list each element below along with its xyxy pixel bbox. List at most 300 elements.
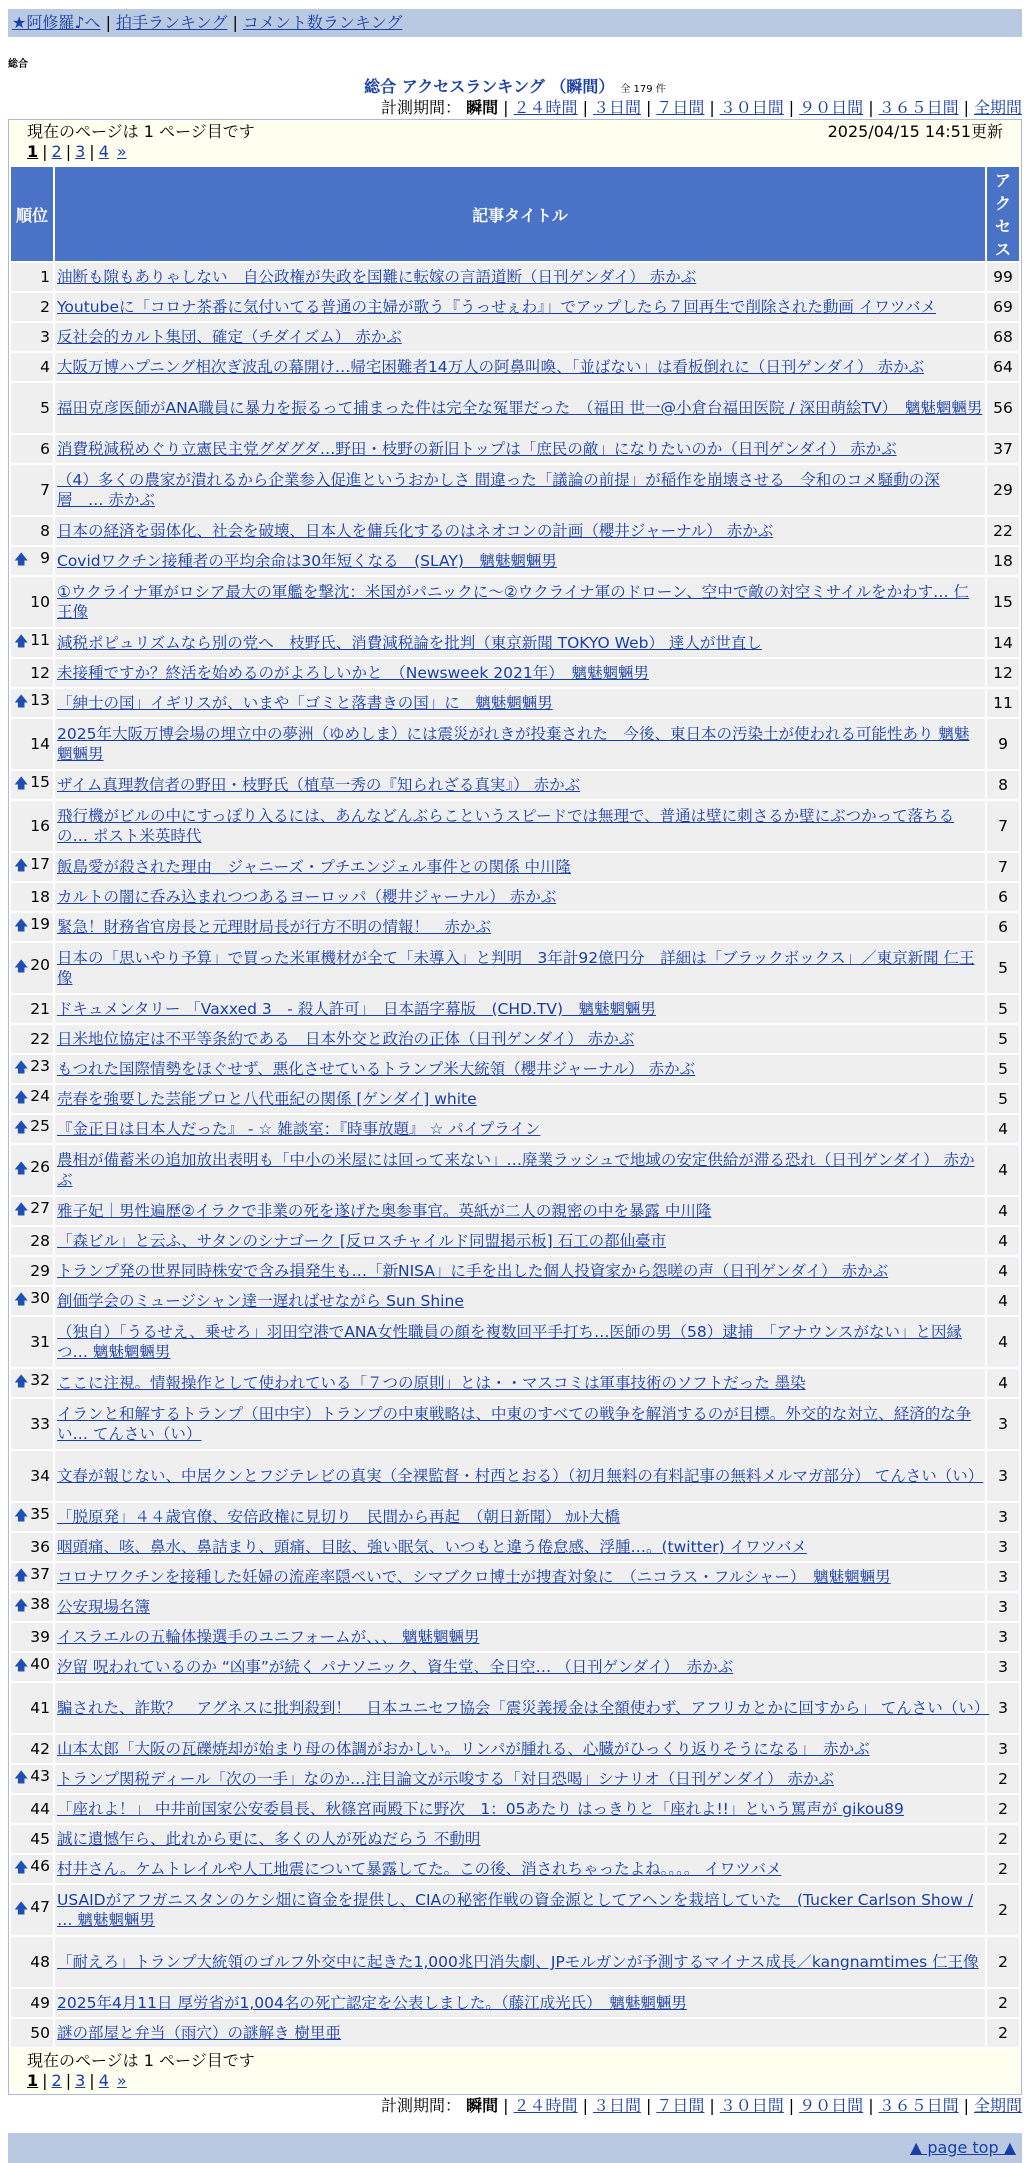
updated-time: 2025/04/15 14:51更新 — [827, 122, 1003, 141]
table-row — [11, 293, 1019, 321]
page-title — [0, 74, 1030, 97]
rank-number: 41 — [30, 1699, 50, 1717]
rank-cell — [11, 1369, 53, 1397]
access-count: 3 — [987, 1503, 1019, 1531]
table-row — [11, 435, 1019, 463]
table-row — [11, 465, 1019, 515]
table-row — [11, 1145, 1019, 1195]
rank-cell — [11, 943, 53, 993]
access-count: 64 — [987, 353, 1019, 381]
pager-page-3[interactable]: 3 — [75, 142, 86, 161]
title-cell — [55, 689, 985, 717]
pager-page-3-bottom[interactable]: 3 — [75, 2071, 86, 2090]
rank-number: 12 — [30, 664, 50, 682]
page-title-text: 総合 アクセスランキング （瞬間） — [364, 77, 615, 96]
article-link[interactable]: 「紳士の国」イギリスが、いまや「ゴミと落書きの国」に 魑魅魍魎男 — [57, 694, 553, 712]
title-cell — [55, 1855, 985, 1883]
article-link[interactable]: 福田克彦医師がANA職員に暴力を振るって捕まった件は完全な冤罪だった （福田 世一@小倉台福田医院 / 深田萌絵TV） 魑魅魍魎男 — [57, 399, 983, 417]
rank-number: 28 — [30, 1232, 50, 1250]
rank-cell — [11, 719, 53, 769]
table-row — [11, 2019, 1019, 2047]
rank-number: 46 — [30, 1857, 50, 1875]
article-link[interactable]: もつれた国際情勢をほぐせず、悪化させているトランプ米大統領（櫻井ジャーナル） 赤かぶ — [57, 1060, 696, 1078]
title-cell — [55, 465, 985, 515]
rank-number: 2 — [40, 298, 50, 316]
table-row — [11, 1989, 1019, 2017]
title-cell — [55, 1227, 985, 1255]
table-row — [11, 517, 1019, 545]
pager-next[interactable]: » — [116, 142, 127, 161]
title-cell — [55, 1503, 985, 1531]
access-count: 2 — [987, 1795, 1019, 1823]
rank-number: 17 — [30, 855, 50, 873]
table-row — [11, 883, 1019, 911]
rank-cell — [11, 517, 53, 545]
article-link[interactable]: ①ウクライナ軍がロシア最大の軍艦を撃沈：米国がパニックに～②ウクライナ軍のドローン、空中で敵の対空ミサイルをかわす… 仁王像 — [57, 583, 970, 621]
access-count: 2 — [987, 1855, 1019, 1883]
access-count: 99 — [987, 263, 1019, 291]
rank-number: 10 — [30, 593, 50, 611]
page-info — [9, 120, 1021, 142]
rank-number: 15 — [30, 773, 50, 791]
title-cell — [55, 435, 985, 463]
article-link[interactable]: 大阪万博ハプニング相次ぎ波乱の幕開け…帰宅困難者14万人の阿鼻叫喚、「並ばない」は看板倒れに（日刊ゲンダイ） 赤かぶ — [57, 358, 925, 376]
article-link[interactable]: 誠に遺憾乍ら、此れから更に、多くの人が死ぬだらう 不動明 — [57, 1830, 481, 1848]
pager-page-2[interactable]: 2 — [51, 142, 62, 161]
top-nav: ★阿修羅♪へ | 拍手ランキング | コメント数ランキング — [8, 9, 1022, 37]
period-7d-bottom[interactable]: ７日間 — [656, 2096, 705, 2115]
rank-number: 29 — [30, 1262, 50, 1280]
article-link[interactable]: 「脱原発」４４歳官僚、安倍政権に見切り 民間から再起 （朝日新聞） ｶﾙﾄ大橋 — [57, 1508, 620, 1526]
access-count: 9 — [987, 719, 1019, 769]
table-row — [11, 853, 1019, 881]
rank-number: 19 — [30, 915, 50, 933]
article-link[interactable]: 2025年4月11日 厚労省が1,004名の死亡認定を公表しました。（藤江成光氏） 魑魅魍魎男 — [57, 1994, 687, 2012]
rank-cell — [11, 263, 53, 291]
title-cell — [55, 629, 985, 657]
title-cell — [55, 1025, 985, 1053]
title-cell — [55, 1451, 985, 1501]
up-arrow-icon: 🡅 — [14, 1598, 29, 1614]
rank-cell — [11, 1855, 53, 1883]
period-3d-bottom[interactable]: ３日間 — [592, 2096, 641, 2115]
access-count: 2 — [987, 1885, 1019, 1935]
access-count: 7 — [987, 801, 1019, 851]
up-arrow-icon: 🡅 — [14, 776, 29, 792]
access-count: 56 — [987, 383, 1019, 433]
access-count: 2 — [987, 2019, 1019, 2047]
up-arrow-icon: 🡅 — [14, 1508, 29, 1524]
up-arrow-icon: 🡅 — [14, 1120, 29, 1136]
table-row — [11, 1399, 1019, 1449]
access-count: 15 — [987, 577, 1019, 627]
page-info-text: 現在のページは 1 ページ目です — [27, 122, 255, 141]
clap-ranking-link[interactable]: 拍手ランキング — [115, 13, 228, 32]
article-link[interactable]: 村井さん。ケムトレイルや人工地震について暴露してた。この後、消されちゃったよね。。。。 イワツバメ — [57, 1860, 782, 1878]
rank-cell — [11, 1197, 53, 1225]
table-row — [11, 1683, 1019, 1733]
title-cell — [55, 771, 985, 799]
article-link[interactable]: 「耐えろ」トランプ大統領のゴルフ外交中に起きた1,000兆円消失劇、JPモルガンが予測するマイナス成長／kangnamtimes 仁王像 — [57, 1953, 979, 1971]
rank-cell — [11, 323, 53, 351]
rank-number: 9 — [40, 549, 50, 567]
access-count: 68 — [987, 323, 1019, 351]
table-row — [11, 1825, 1019, 1853]
title-cell — [55, 943, 985, 993]
up-arrow-icon: 🡅 — [14, 1202, 29, 1218]
title-cell — [55, 1145, 985, 1195]
article-link[interactable]: 「座れよ！」 中井前国家公安委員長、秋篠宮両殿下に野次 1：05あたり はっきりと「座れよ!!」という罵声が gikou89 — [57, 1800, 904, 1818]
ranking-panel — [8, 119, 1022, 2095]
rank-cell — [11, 1885, 53, 1935]
pager-page-2-bottom[interactable]: 2 — [51, 2071, 62, 2090]
rank-number: 13 — [30, 691, 50, 709]
table-row — [11, 943, 1019, 993]
rank-cell — [11, 293, 53, 321]
article-link[interactable]: 飯島愛が殺された理由＿ジャニーズ・プチエンジェル事件との関係 中川隆 — [57, 858, 572, 876]
article-link[interactable]: （独自）「うるせえ、乗せろ」羽田空港でANA女性職員の顔を複数回平手打ち…医師の男（58）逮捕 「アナウンスがない」と因縁つ… 魑魅魍魎男 — [57, 1323, 963, 1361]
table-row — [11, 1369, 1019, 1397]
article-link[interactable]: 汐留 呪われているのか “凶事”が続く パナソニック、資生堂、全日空… （日刊ゲンダイ） 赤かぶ — [57, 1658, 734, 1676]
title-cell — [55, 995, 985, 1023]
rank-number: 42 — [30, 1740, 50, 1758]
title-cell — [55, 547, 985, 575]
table-row — [11, 1855, 1019, 1883]
article-link[interactable]: カルトの闇に呑み込まれつつあるヨーロッパ（櫻井ジャーナル） 赤かぶ — [57, 888, 557, 906]
title-cell — [55, 1287, 985, 1315]
rank-cell — [11, 1825, 53, 1853]
access-count: 3 — [987, 1533, 1019, 1561]
title-cell — [55, 1317, 985, 1367]
article-link[interactable]: Covidワクチン接種者の平均余命は30年短くなる (SLAY) 魑魅魍魎男 — [57, 552, 557, 570]
title-cell — [55, 353, 985, 381]
article-link[interactable]: 日本の「思いやり予算」で買った米軍機材が全て「未導入」と判明 3年計92億円分 詳細は「ブラックボックス」／東京新聞 仁王像 — [57, 949, 975, 987]
rank-number: 20 — [30, 956, 50, 974]
rank-cell — [11, 1085, 53, 1113]
access-count: 14 — [987, 629, 1019, 657]
rank-cell — [11, 1683, 53, 1733]
table-row — [11, 577, 1019, 627]
rank-number: 11 — [30, 631, 50, 649]
table-row — [11, 1227, 1019, 1255]
up-arrow-icon: 🡅 — [14, 1060, 29, 1076]
table-row — [11, 1317, 1019, 1367]
table-row — [11, 995, 1019, 1023]
access-count: 11 — [987, 689, 1019, 717]
title-cell — [55, 1369, 985, 1397]
page-info-bottom — [9, 2049, 1021, 2071]
up-arrow-icon: 🡅 — [14, 1161, 29, 1177]
article-link[interactable]: 文春が報じない、中居クンとフジテレビの真実（全裸監督・村西とおる）（初月無料の有料記事の無料メルマガ部分） てんさい（い） — [57, 1467, 984, 1485]
table-row — [11, 1055, 1019, 1083]
article-link[interactable]: 反社会的カルト集団、確定（チダイズム） 赤かぶ — [57, 328, 402, 346]
comment-ranking-link[interactable]: コメント数ランキング — [242, 13, 403, 32]
table-row — [11, 1937, 1019, 1987]
table-row — [11, 547, 1019, 575]
title-cell — [55, 1683, 990, 1733]
rank-cell — [11, 1623, 53, 1651]
title-cell — [55, 1653, 985, 1681]
page-info-text-bottom: 現在のページは 1 ページ目です — [27, 2051, 255, 2070]
access-count: 4 — [987, 1227, 1019, 1255]
rank-cell — [11, 771, 53, 799]
article-link[interactable]: USAIDがアフガニスタンのケシ畑に資金を提供し、CIAの秘密作戦の資金源としてアヘンを栽培していた (Tucker Carlson Show / … 魑魅魍魎男 — [57, 1891, 974, 1929]
rank-cell — [11, 1989, 53, 2017]
rank-cell — [11, 801, 53, 851]
access-count: 18 — [987, 547, 1019, 575]
access-count: 5 — [987, 1025, 1019, 1053]
title-cell — [55, 1623, 985, 1651]
period-365d[interactable]: ３６５日間 — [878, 98, 959, 117]
table-row — [11, 1451, 1019, 1501]
rank-cell — [11, 577, 53, 627]
access-count: 12 — [987, 659, 1019, 687]
access-count: 3 — [987, 1683, 1019, 1733]
rank-cell — [11, 1055, 53, 1083]
rank-cell — [11, 353, 53, 381]
period-current: 瞬間 — [466, 98, 499, 117]
article-link[interactable]: 山本太郎「大阪の瓦礫焼却が始まり母の体調がおかしい。リンパが腫れる、心臓がひっくり返りそうになる」 赤かぶ — [57, 1740, 870, 1758]
ranking-rows — [11, 263, 1019, 2047]
access-count: 2 — [987, 1989, 1019, 2017]
article-link[interactable]: 雅子妃｜男性遍歴②イラクで非業の死を遂げた奥参事官。英紙が二人の親密の中を暴露 中川隆 — [57, 1202, 712, 1220]
title-cell — [55, 1825, 985, 1853]
period-7d[interactable]: ７日間 — [656, 98, 705, 117]
title-cell — [55, 883, 985, 911]
pager-bottom: 1 | 2 | 3 | 4 » — [27, 2071, 127, 2090]
rank-number: 33 — [30, 1415, 50, 1433]
rank-cell — [11, 1025, 53, 1053]
title-cell — [55, 293, 985, 321]
access-count: 7 — [987, 853, 1019, 881]
pager-next-bottom[interactable]: » — [116, 2071, 127, 2090]
rank-cell — [11, 1533, 53, 1561]
article-link[interactable]: 日米地位協定は不平等条約である 日本外交と政治の正体（日刊ゲンダイ） 赤かぶ — [57, 1030, 635, 1048]
up-arrow-icon: 🡅 — [14, 694, 29, 710]
rank-number: 23 — [30, 1057, 50, 1075]
table-row — [11, 353, 1019, 381]
access-count: 69 — [987, 293, 1019, 321]
title-cell — [55, 801, 985, 851]
rank-cell — [11, 1593, 53, 1621]
table-row — [11, 323, 1019, 351]
title-cell — [55, 1795, 985, 1823]
rank-number: 26 — [30, 1158, 50, 1176]
title-cell — [55, 913, 985, 941]
title-cell — [55, 577, 985, 627]
article-link[interactable]: Youtubeに「コロナ茶番に気付いてる普通の主婦が歌う『うっせぇわ』」でアップしたら７回再生で削除された動画 イワツバメ — [57, 298, 936, 316]
article-link[interactable]: 飛行機がビルの中にすっぽり入るには、あんなどんぶらこというスピードでは無理で、普通は壁に刺さるか壁にぶつかって落ちるの… ポスト米英時代 — [57, 807, 955, 845]
article-link[interactable]: トランプ発の世界同時株安で含み損発生も…「新NISA」に手を出した個人投資家から怨嗟の声（日刊ゲンダイ） 赤かぶ — [57, 1262, 889, 1280]
rank-cell — [11, 659, 53, 687]
article-link[interactable]: トランプ関税ディール「次の一手」なのか…注目論文が示唆する「対日恐喝」シナリオ（日刊ゲンダイ） 赤かぶ — [57, 1770, 834, 1788]
rank-cell — [11, 1317, 53, 1367]
title-cell — [55, 1885, 985, 1935]
title-cell — [55, 1055, 985, 1083]
up-arrow-icon: 🡅 — [14, 1658, 29, 1674]
table-row — [11, 689, 1019, 717]
rank-number: 43 — [30, 1767, 50, 1785]
pager-page-4-bottom[interactable]: 4 — [98, 2071, 109, 2090]
period-selector-bottom: 計測期間： 瞬間 | ２４時間 | ３日間 | ７日間 | ３０日間 | ９０日間 | ３６５日間 | 全期間 — [381, 2096, 1022, 2115]
rank-cell — [11, 853, 53, 881]
period-3d[interactable]: ３日間 — [592, 98, 641, 117]
table-row — [11, 771, 1019, 799]
section-label: 総合 — [8, 59, 28, 70]
header-rank: 順位 — [11, 167, 53, 261]
access-count: 5 — [987, 1055, 1019, 1083]
rank-number: 8 — [40, 522, 50, 540]
article-link[interactable]: イランと和解するトランプ（田中宇）トランプの中東戦略は、中東のすべての戦争を解消するのが目標。外交的な対立、経済的な争い… てんさい（い） — [57, 1405, 972, 1443]
rank-number: 18 — [30, 888, 50, 906]
table-row — [11, 1025, 1019, 1053]
title-cell — [55, 719, 985, 769]
article-link[interactable]: 『金正日は日本人だった』 - ☆ 雑談室：『時事放題』 ☆ パイプライン — [57, 1120, 541, 1138]
article-link[interactable]: 農相が備蓄米の追加放出表明も「中小の米屋には回って来ない」…廃業ラッシュで地域の安定供給が滞る恐れ（日刊ゲンダイ） 赤かぶ — [57, 1151, 975, 1189]
article-link[interactable]: 油断も隙もありゃしない 自公政権が失政を国難に転嫁の言語道断（日刊ゲンダイ） 赤かぶ — [57, 268, 697, 286]
article-link[interactable]: 売春を強要した芸能プロと八代亜紀の関係 [ゲンダイ] white — [57, 1090, 477, 1108]
pager-current-bottom: 1 — [27, 2071, 39, 2090]
access-count: 37 — [987, 435, 1019, 463]
access-count: 3 — [987, 1563, 1019, 1591]
article-link[interactable]: 消費税減税めぐり立憲民主党グダグダ…野田・枝野の新旧トップは「庶民の敵」になりたいのか（日刊ゲンダイ） 赤かぶ — [57, 440, 897, 458]
article-link[interactable]: 緊急！財務省官房長と元理財局長が行方不明の情報！ 赤かぶ — [57, 918, 492, 936]
title-cell — [55, 1085, 985, 1113]
title-cell — [55, 659, 985, 687]
total-count: 全 179 件 — [620, 84, 666, 95]
access-count: 6 — [987, 883, 1019, 911]
table-row — [11, 913, 1019, 941]
table-row — [11, 1735, 1019, 1763]
period-label: 計測期間： — [381, 98, 462, 117]
rank-number: 6 — [40, 440, 50, 458]
article-link[interactable]: 「森ビル」と云ふ、サタンのシナゴーク [反ロスチャイルド同盟掲示板] 石工の都仙臺市 — [57, 1232, 667, 1250]
article-link[interactable]: 謎の部屋と弁当（雨穴）の謎解き 樹里亜 — [57, 2024, 341, 2042]
table-row — [11, 629, 1019, 657]
rank-number: 48 — [30, 1953, 50, 1971]
rank-number: 16 — [30, 817, 50, 835]
article-link[interactable]: 創価学会のミュージシャン達一遅ればせながら Sun Shine — [57, 1292, 464, 1310]
access-count: 4 — [987, 1115, 1019, 1143]
rank-cell — [11, 1257, 53, 1285]
period-all[interactable]: 全期間 — [973, 98, 1022, 117]
article-link[interactable]: 2025年大阪万博会場の埋立中の夢洲（ゆめしま）には震災がれきが投棄された 今後、東日本の汚染土が使われる可能性あり 魑魅魍魎男 — [57, 725, 970, 763]
article-link[interactable]: 公安現場名簿 — [57, 1598, 151, 1616]
access-count: 3 — [987, 1653, 1019, 1681]
pager-current: 1 — [27, 142, 39, 161]
period-30d-bottom[interactable]: ３０日間 — [719, 2096, 784, 2115]
rank-number: 47 — [30, 1898, 50, 1916]
article-link[interactable]: 咽頭痛、咳、鼻水、鼻詰まり、頭痛、目眩、強い眠気、いつもと違う倦怠感、浮腫…。(twitter) イワツバメ — [57, 1538, 807, 1556]
access-count: 22 — [987, 517, 1019, 545]
rank-cell — [11, 383, 53, 433]
rank-cell — [11, 629, 53, 657]
access-count: 3 — [987, 1399, 1019, 1449]
up-arrow-icon: 🡅 — [14, 1901, 29, 1917]
rank-number: 37 — [30, 1565, 50, 1583]
access-count: 4 — [987, 1197, 1019, 1225]
rank-cell — [11, 1287, 53, 1315]
article-link[interactable]: 騙された、詐欺？ アグネスに批判殺到！ 日本ユニセフ協会「震災義援金は全額使わず、アフリカとかに回すから」 てんさい（い） — [57, 1699, 990, 1717]
access-count: 8 — [987, 771, 1019, 799]
table-row — [11, 801, 1019, 851]
up-arrow-icon: 🡅 — [14, 1568, 29, 1584]
page-top-bar — [8, 2133, 1022, 2163]
rank-number: 22 — [30, 1030, 50, 1048]
period-24h[interactable]: ２４時間 — [513, 98, 578, 117]
up-arrow-icon: 🡅 — [14, 918, 29, 934]
period-24h-bottom[interactable]: ２４時間 — [513, 2096, 578, 2115]
rank-cell — [11, 435, 53, 463]
page-top-link[interactable]: ▲ page top ▲ — [909, 2138, 1016, 2157]
header-access: アクセス — [987, 167, 1019, 261]
period-365d-bottom[interactable]: ３６５日間 — [878, 2096, 959, 2115]
pager-top: 1 | 2 | 3 | 4 » — [27, 142, 127, 161]
up-arrow-icon: 🡅 — [14, 1090, 29, 1106]
rank-cell — [11, 1765, 53, 1793]
article-link[interactable]: （4）多くの農家が潰れるから企業参入促進というおかしさ 間違った「議論の前提」が稲作を崩壊させる 令和のコメ騒動の深層 … 赤かぶ — [57, 471, 940, 509]
article-link[interactable]: 減税ポピュリズムなら別の党へ 枝野氏、消費減税論を批判（東京新聞 TOKYO Web） 達人が世直し — [57, 634, 762, 652]
pager-page-4[interactable]: 4 — [98, 142, 109, 161]
rank-cell — [11, 689, 53, 717]
article-link[interactable]: 未接種ですか？終活を始めるのがよろしいかと （Newsweek 2021年） 魑魅魍魎男 — [57, 664, 649, 682]
rank-cell — [11, 1145, 53, 1195]
article-link[interactable]: コロナワクチンを接種した妊婦の流産率隠ぺいで、シマブクロ博士が捜査対象に （ニコラス・フルシャー） 魑魅魍魎男 — [57, 1568, 891, 1586]
access-count: 4 — [987, 1145, 1019, 1195]
table-row — [11, 1197, 1019, 1225]
rank-number: 35 — [30, 1505, 50, 1523]
rank-number: 3 — [40, 328, 50, 346]
rank-number: 36 — [30, 1538, 50, 1556]
article-link[interactable]: ここに注視。情報操作として使われている「７つの原則」とは・・マスコミは軍事技術のソフトだった 墨染 — [57, 1374, 806, 1392]
home-link[interactable]: ★阿修羅♪へ — [12, 13, 101, 32]
period-90d-bottom[interactable]: ９０日間 — [799, 2096, 864, 2115]
title-cell — [55, 323, 985, 351]
article-link[interactable]: ザイム真理教信者の野田・枝野氏（植草一秀の『知られざる真実』） 赤かぶ — [57, 776, 581, 794]
period-all-bottom[interactable]: 全期間 — [973, 2096, 1022, 2115]
access-count: 4 — [987, 1369, 1019, 1397]
title-cell — [55, 1593, 985, 1621]
header-title: 記事タイトル — [55, 167, 985, 261]
title-cell — [55, 1115, 985, 1143]
rank-cell — [11, 1937, 53, 1987]
title-cell — [55, 1197, 985, 1225]
period-selector-top: 計測期間： 瞬間 | ２４時間 | ３日間 | ７日間 | ３０日間 | ９０日間 | ３６５日間 | 全期間 — [381, 98, 1022, 117]
up-arrow-icon: 🡅 — [14, 1770, 29, 1786]
article-link[interactable]: 日本の経済を弱体化、社会を破壊、日本人を傭兵化するのはネオコンの計画（櫻井ジャーナル） 赤かぶ — [57, 522, 774, 540]
rank-cell — [11, 1227, 53, 1255]
title-cell — [55, 1765, 985, 1793]
title-cell — [55, 1563, 985, 1591]
period-30d[interactable]: ３０日間 — [719, 98, 784, 117]
rank-number: 50 — [30, 2024, 50, 2042]
up-arrow-icon: 🡅 — [14, 1374, 29, 1390]
rank-cell — [11, 1735, 53, 1763]
table-row — [11, 1795, 1019, 1823]
access-count: 3 — [987, 1623, 1019, 1651]
table-row — [11, 1085, 1019, 1113]
rank-number: 34 — [30, 1467, 50, 1485]
rank-cell — [11, 995, 53, 1023]
rank-number: 25 — [30, 1117, 50, 1135]
article-link[interactable]: イスラエルの五輪体操選手のユニフォームが、、、 魑魅魍魎男 — [57, 1628, 480, 1646]
period-90d[interactable]: ９０日間 — [799, 98, 864, 117]
period-label-bottom: 計測期間： — [381, 2096, 462, 2115]
access-count: 2 — [987, 1937, 1019, 1987]
table-row — [11, 1503, 1019, 1531]
article-link[interactable]: ドキュメンタリー 「Vaxxed 3 - 殺人許可」 日本語字幕版 (CHD.TV) 魑魅魍魎男 — [57, 1000, 657, 1018]
rank-number: 44 — [30, 1800, 50, 1818]
